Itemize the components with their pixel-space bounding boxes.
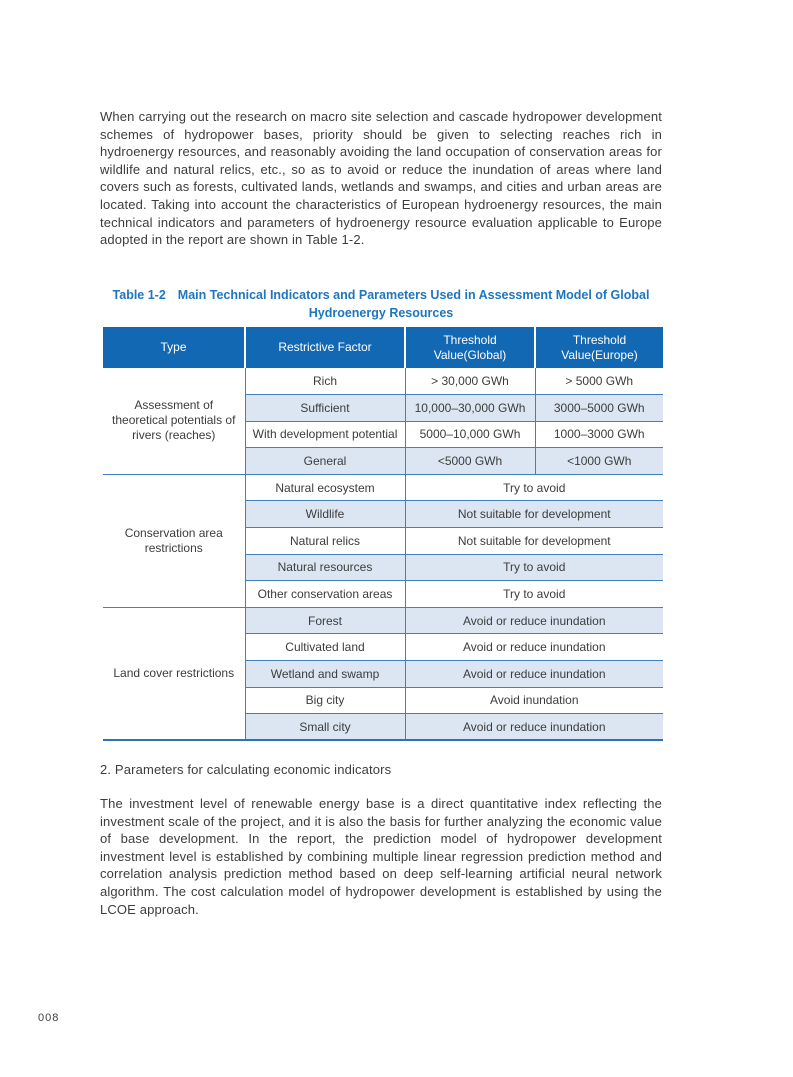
threshold-global-cell: > 30,000 GWh (405, 368, 535, 395)
table-row (103, 607, 663, 634)
threshold-global-cell: 5000–10,000 GWh (405, 421, 535, 448)
threshold-merged-cell: Not suitable for development (405, 501, 663, 528)
table-caption-title: Main Technical Indicators and Parameters Used in Assessment Model of Global (177, 288, 650, 302)
indicators-table (103, 327, 663, 741)
factor-cell: Natural resources (245, 554, 405, 581)
threshold-merged-cell: Try to avoid (405, 581, 663, 608)
table-caption-label: Table 1-2 (112, 288, 166, 302)
factor-cell: Other conservation areas (245, 581, 405, 608)
table-header-row (103, 327, 663, 368)
threshold-merged-cell: Avoid or reduce inundation (405, 714, 663, 741)
threshold-merged-cell: Try to avoid (405, 474, 663, 501)
factor-cell: Natural relics (245, 528, 405, 555)
threshold-europe-cell: <1000 GWh (535, 448, 663, 475)
factor-cell: With development potential (245, 421, 405, 448)
threshold-merged-cell: Try to avoid (405, 554, 663, 581)
factor-cell: Rich (245, 368, 405, 395)
section-heading: 2. Parameters for calculating economic indicators (100, 762, 392, 777)
type-cell: Assessment of theoretical potentials of rivers (reaches) (103, 368, 245, 474)
factor-cell: Small city (245, 714, 405, 741)
col-header-type: Type (103, 327, 245, 368)
threshold-merged-cell: Avoid or reduce inundation (405, 634, 663, 661)
threshold-merged-cell: Not suitable for development (405, 528, 663, 555)
type-cell: Conservation area restrictions (103, 474, 245, 607)
table-caption (100, 286, 662, 322)
threshold-merged-cell: Avoid inundation (405, 687, 663, 714)
intro-paragraph: When carrying out the research on macro site selection and cascade hydropower development schemes of hydropower bases, priority should be given to selecting reaches rich in hydroenergy resources, and reasonably avoiding the land occupation of conservation areas for wildlife and natural relics, etc., so as to avoid or reduce the inundation of areas where land covers such as forests, cultivated lands, wetlands and swamps, and cities and urban areas are located. Taking into account the characteristics of European hydroenergy resources, the main technical indicators and parameters of hydroenergy resource evaluation applicable to Europe adopted in the report are shown in Table 1-2. (100, 109, 662, 248)
threshold-global-cell: <5000 GWh (405, 448, 535, 475)
factor-cell: Sufficient (245, 395, 405, 422)
col-header-threshold-global: Threshold Value(Global) (405, 327, 535, 368)
table-caption-line1 (100, 286, 662, 304)
threshold-merged-cell: Avoid or reduce inundation (405, 607, 663, 634)
factor-cell: Cultivated land (245, 634, 405, 661)
factor-cell: Natural ecosystem (245, 474, 405, 501)
type-cell: Land cover restrictions (103, 607, 245, 740)
table-row (103, 474, 663, 501)
threshold-europe-cell: > 5000 GWh (535, 368, 663, 395)
table-caption-line2: Hydroenergy Resources (308, 306, 454, 320)
factor-cell: Big city (245, 687, 405, 714)
body-paragraph: The investment level of renewable energy base is a direct quantitative index reflecting the investment scale of the project, and it is also the basis for further analyzing the economic value of base development. In the report, the prediction model of hydropower development investment level is established by combining multiple linear regression prediction method and correlation analysis prediction method based on deep self-learning artificial neural network algorithm. The cost calculation model of hydropower development is established by using the LCOE approach. (100, 796, 662, 917)
col-header-threshold-europe: Threshold Value(Europe) (535, 327, 663, 368)
page-number: 008 (38, 1012, 60, 1024)
threshold-global-cell: 10,000–30,000 GWh (405, 395, 535, 422)
factor-cell: General (245, 448, 405, 475)
col-header-restrictive-factor: Restrictive Factor (245, 327, 405, 368)
factor-cell: Wildlife (245, 501, 405, 528)
threshold-merged-cell: Avoid or reduce inundation (405, 661, 663, 688)
threshold-europe-cell: 1000–3000 GWh (535, 421, 663, 448)
threshold-europe-cell: 3000–5000 GWh (535, 395, 663, 422)
table-row (103, 368, 663, 395)
factor-cell: Wetland and swamp (245, 661, 405, 688)
factor-cell: Forest (245, 607, 405, 634)
